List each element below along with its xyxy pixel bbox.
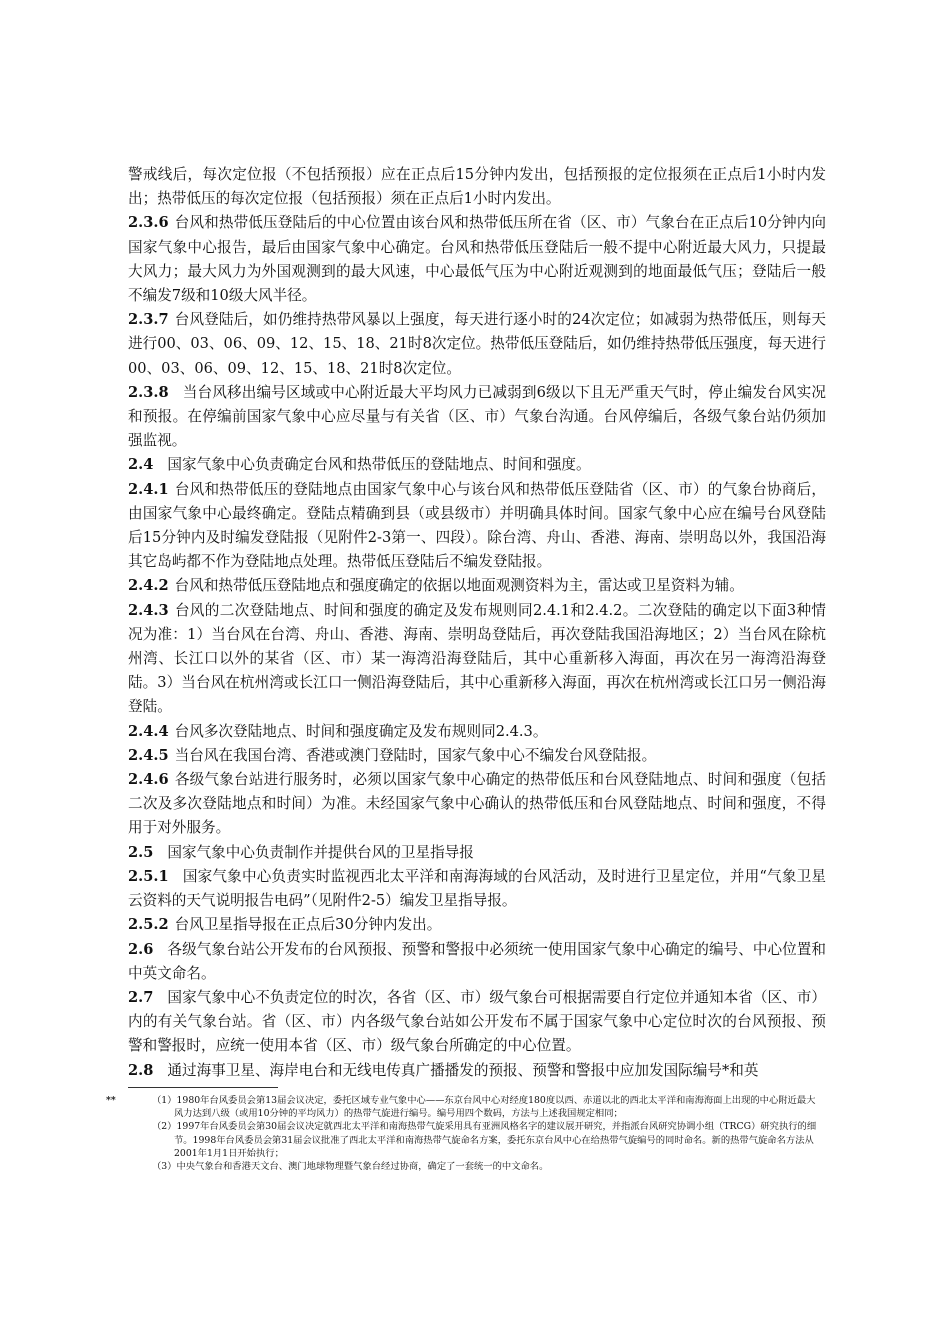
- paragraph: [128, 865, 826, 913]
- paragraph: [128, 913, 826, 937]
- section-number: 2.6: [128, 940, 154, 958]
- footnotes: [106, 1094, 818, 1173]
- section-number: 2.4: [128, 456, 154, 474]
- paragraph: [128, 211, 826, 308]
- section-number: 2.4.3: [128, 601, 169, 619]
- section-number: 2.8: [128, 1061, 154, 1079]
- footnote: [128, 1120, 818, 1160]
- section-number: 2.4.2: [128, 577, 169, 595]
- section-number: 2.3.8: [128, 383, 169, 401]
- paragraph-text: 台风和热带低压登陆后的中心位置由该台风和热带低压所在省（区、市）气象台在正点后10分钟内向国家气象中心报告，最后由国家气象中心确定。台风和热带低压登陆后一般不提中心附近最大风力，只提最大风力；最大风力为外国观测到的最大风速，中心最低气压为中心附近观测到的地面最低气压；登陆后一般不编发7级和10级大风半径。: [128, 214, 826, 305]
- section-number: 2.5.2: [128, 916, 169, 934]
- paragraph-text: 台风登陆后，如仍维持热带风暴以上强度，每天进行逐小时的24次定位；如减弱为热带低压，则每天进行00、03、06、09、12、15、18、21时8次定位。热带低压登陆后，如仍维持热带低压强度，每天进行00、03、06、09、12、15、18、21时8次定位。: [128, 311, 826, 377]
- paragraph: [128, 574, 826, 598]
- section-number: 2.3.6: [128, 214, 169, 232]
- section-number: 2.7: [128, 988, 154, 1006]
- footnote-text: （2）1997年台风委员会第30届会议决定就西北太平洋和南海热带气旋采用具有亚洲风格名字的建议展开研究，并指派台风研究协调小组（TRCG）研究执行的细节。1998年台风委员会第31届会议批准了西北太平洋和南海热带气旋命名方案，委托东京台风中心在给热带气旋编号的同时命名。新的热带气旋命名方法从2001年1月1日开始执行；: [152, 1121, 817, 1159]
- paragraph-text: 台风和热带低压的登陆地点由国家气象中心与该台风和热带低压登陆省（区、市）的气象台协商后，由国家气象中心最终确定。登陆点精确到县（或县级市）并明确具体时间。国家气象中心应在编号台风登陆后15分钟内及时编发登陆报（见附件2-3第一、四段）。除台湾、舟山、香港、海南、崇明岛以外，我国沿海其它岛屿都不作为登陆地点处理。热带低压登陆后不编发登陆报。: [128, 480, 826, 571]
- body-text: [128, 163, 826, 1083]
- section-number: 2.4.5: [128, 746, 169, 764]
- section-number: 2.4.4: [128, 722, 169, 740]
- paragraph-text: 国家气象中心不负责定位的时次，各省（区、市）级气象台可根据需要自行定位并通知本省（区、市）内的有关气象台站。省（区、市）内各级气象台站如公开发布不属于国家气象中心定位时次的台风预报、预警和警报时，应统一使用本省（区、市）级气象台所确定的中心位置。: [128, 988, 826, 1055]
- paragraph-text: 当台风移出编号区域或中心附近最大平均风力已减弱到6级以下且无严重天气时，停止编发台风实况和预报。在停编前国家气象中心应尽量与有关省（区、市）气象台沟通。台风停编后，各级气象台站仍须加强监视。: [128, 383, 826, 450]
- paragraph: [128, 768, 826, 841]
- paragraph: [128, 381, 826, 454]
- paragraph-text: 国家气象中心负责确定台风和热带低压的登陆地点、时间和强度。: [167, 456, 591, 474]
- paragraph: [128, 599, 826, 720]
- section-number: 2.4.1: [128, 480, 169, 498]
- footnote-mark: **: [106, 1095, 116, 1106]
- paragraph-text: 国家气象中心负责制作并提供台风的卫星指导报: [167, 843, 474, 861]
- paragraph-text: 台风和热带低压登陆地点和强度确定的依据以地面观测资料为主，雷达或卫星资料为辅。: [174, 577, 744, 595]
- section-number: 2.4.6: [128, 771, 169, 789]
- paragraph-text: 各级气象台站进行服务时，必须以国家气象中心确定的热带低压和台风登陆地点、时间和强度（包括二次及多次登陆地点和时间）为准。未经国家气象中心确认的热带低压和台风登陆地点、时间和强度，不得用于对外服务。: [128, 771, 826, 837]
- footnote: [128, 1160, 818, 1173]
- paragraph-text: 通过海事卫星、海岸电台和无线电传真广播播发的预报、预警和警报中应加发国际编号*和英: [167, 1061, 759, 1079]
- paragraph: [128, 308, 826, 381]
- section-number: 2.5.1: [128, 867, 169, 885]
- paragraph-text: 台风多次登陆地点、时间和强度确定及发布规则同2.4.3。: [174, 722, 548, 740]
- paragraph-text: 台风卫星指导报在正点后30分钟内发出。: [174, 916, 442, 934]
- paragraph-text: 警戒线后，每次定位报（不包括预报）应在正点后15分钟内发出，包括预报的定位报须在正点后1小时内发出；热带低压的每次定位报（包括预报）须在正点后1小时内发出。: [128, 166, 826, 208]
- paragraph: [128, 1059, 826, 1083]
- section-number: 2.3.7: [128, 311, 169, 329]
- paragraph: [128, 478, 826, 575]
- section-number: 2.5: [128, 843, 154, 861]
- paragraph-text: 台风的二次登陆地点、时间和强度的确定及发布规则同2.4.1和2.4.2。二次登陆的确定以下面3种情况为准：1）当台风在台湾、舟山、香港、海南、崇明岛登陆后，再次登陆我国沿海地区；2）当台风在除杭州湾、长江口以外的某省（区、市）某一海湾沿海登陆后，其中心重新移入海面，再次在另一海湾沿海登陆。3）当台风在杭州湾或长江口一侧沿海登陆后，其中心重新移入海面，再次在杭州湾或长江口另一侧沿海登陆。: [128, 601, 826, 716]
- paragraph: [128, 720, 826, 744]
- paragraph: [128, 841, 826, 865]
- paragraph: [128, 163, 826, 211]
- footnote-text: （1）1980年台风委员会第13届会议决定，委托区域专业气象中心——东京台风中心对经度180度以西、赤道以北的西北太平洋和南海海面上出现的中心附近最大风力达到八级（或用10分钟的平均风力）的热带气旋进行编号。编号用四个数码，方法与上述我国规定相同；: [152, 1095, 816, 1120]
- paragraph-text: 当台风在我国台湾、香港或澳门登陆时，国家气象中心不编发台风登陆报。: [174, 746, 657, 764]
- paragraph: [128, 938, 826, 986]
- footnote-divider: [128, 1087, 278, 1088]
- footnote: [106, 1094, 818, 1120]
- paragraph-text: 各级气象台站公开发布的台风预报、预警和警报中必须统一使用国家气象中心确定的编号、中心位置和中英文命名。: [128, 940, 826, 982]
- paragraph: [128, 453, 826, 477]
- paragraph-text: 国家气象中心负责实时监视西北太平洋和南海海域的台风活动，及时进行卫星定位，并用“气象卫星云资料的天气说明报告电码”（见附件2-5）编发卫星指导报。: [128, 867, 826, 910]
- paragraph: [128, 744, 826, 768]
- paragraph: [128, 986, 826, 1059]
- footnote-text: （3）中央气象台和香港天文台、澳门地球物理暨气象台经过协商，确定了一套统一的中文命名。: [152, 1161, 549, 1173]
